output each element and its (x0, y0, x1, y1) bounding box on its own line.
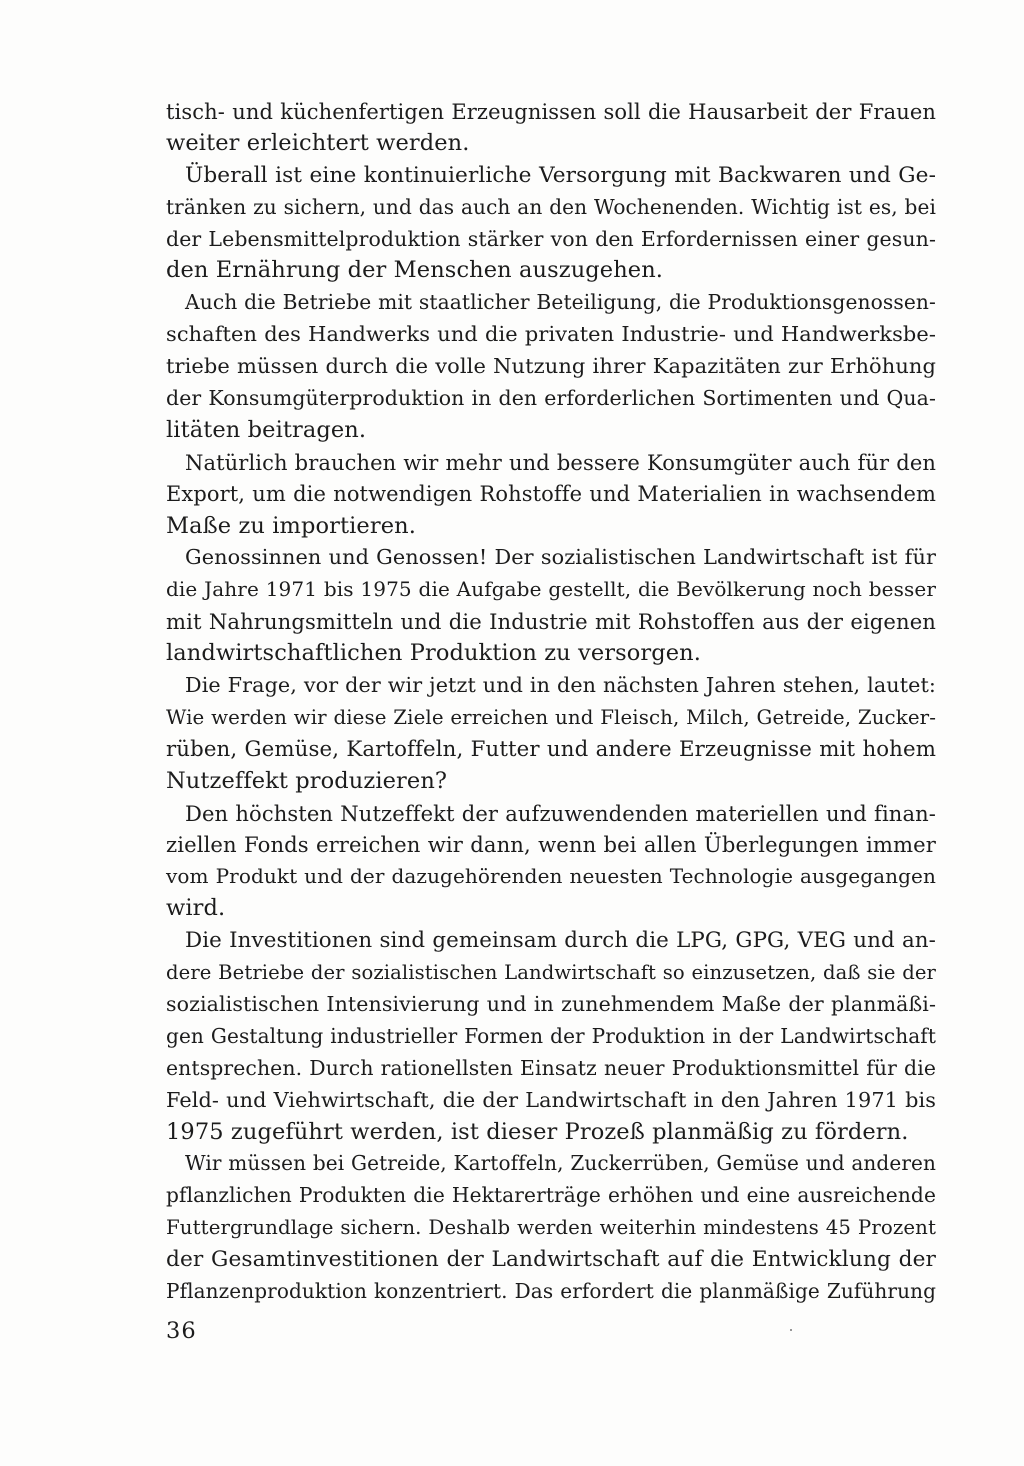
text-line: entsprechen. Durch rationellsten Einsatz neuer Produktionsmittel für die (166, 1055, 936, 1080)
text-line: schaften des Handwerks und die privaten Industrie- und Handwerksbe- (166, 322, 936, 347)
text-line: Auch die Betriebe mit staatlicher Beteiligung, die Produktionsgenossen- (185, 290, 936, 315)
text-line: den Ernährung der Menschen auszugehen. (166, 257, 664, 284)
text-line: Maße zu importieren. (166, 512, 416, 539)
text-line: Natürlich brauchen wir mehr und bessere Konsumgüter auch für den (185, 449, 936, 475)
text-line: tisch- und küchenfertigen Erzeugnissen soll die Hausarbeit der Frauen (166, 99, 936, 124)
text-line: wird. (166, 895, 226, 922)
text-line: tränken zu sichern, und das auch an den Wochenenden. Wichtig ist es, bei (166, 194, 936, 219)
text-line: Wir müssen bei Getreide, Kartoffeln, Zuckerrüben, Gemüse und anderen (185, 1151, 936, 1176)
text-line: dere Betriebe der sozialistischen Landwirtschaft so einzusetzen, daß sie der (166, 961, 936, 985)
text-line: rüben, Gemüse, Kartoffeln, Futter und andere Erzeugnisse mit hohem (166, 736, 936, 762)
text-line: Export, um die notwendigen Rohstoffe und Materialien in wachsendem (166, 481, 936, 506)
text-line: der Konsumgüterproduktion in den erforderlichen Sortimenten und Qua- (166, 386, 936, 411)
body-text (166, 96, 936, 1308)
text-line: der Gesamtinvestitionen der Landwirtschaft auf die Entwicklung der (166, 1247, 936, 1273)
text-line: mit Nahrungsmitteln und die Industrie mit Rohstoffen aus der eigenen (166, 609, 936, 635)
text-line: Überall ist eine kontinuierliche Versorgung mit Backwaren und Ge- (185, 162, 936, 188)
text-line: Wie werden wir diese Ziele erreichen und Fleisch, Milch, Getreide, Zucker- (166, 705, 936, 729)
page-number: 36 (166, 1318, 197, 1344)
text-line: sozialistischen Intensivierung und in zunehmendem Maße der planmäßi- (166, 991, 936, 1016)
text-line: der Lebensmittelproduktion stärker von den Erfordernissen einer gesun- (166, 226, 936, 251)
text-line: Pflanzenproduktion konzentriert. Das erfordert die planmäßige Zuführung (166, 1278, 936, 1303)
text-line: litäten beitragen. (166, 416, 367, 443)
text-line: die Jahre 1971 bis 1975 die Aufgabe gestellt, die Bevölkerung noch besser (166, 577, 936, 602)
text-line: landwirtschaftlichen Produktion zu versorgen. (166, 640, 702, 667)
text-line: vom Produkt und der dazugehörenden neuesten Technologie ausgegangen (166, 864, 936, 889)
text-line: triebe müssen durch die volle Nutzung ihrer Kapazitäten zur Erhöhung (166, 354, 936, 379)
text-line: Den höchsten Nutzeffekt der aufzuwendenden materiellen und finan- (185, 800, 936, 826)
text-line: weiter erleichtert werden. (166, 129, 470, 156)
text-line: pflanzlichen Produkten die Hektarerträge erhöhen und eine ausreichende (166, 1183, 936, 1208)
text-line: Feld- und Viehwirtschaft, die der Landwirtschaft in den Jahren 1971 bis (166, 1087, 936, 1112)
text-line: Die Investitionen sind gemeinsam durch die LPG, GPG, VEG und an- (185, 928, 936, 954)
text-line: Nutzeffekt produzieren? (166, 767, 448, 794)
text-line: 1975 zugeführt werden, ist dieser Prozeß planmäßig zu fördern. (166, 1118, 909, 1145)
print-speck (790, 1329, 792, 1331)
text-line: gen Gestaltung industrieller Formen der Produktion in der Landwirtschaft (166, 1023, 936, 1048)
text-line: Genossinnen und Genossen! Der sozialistischen Landwirtschaft ist für (185, 545, 936, 570)
text-line: ziellen Fonds erreichen wir dann, wenn bei allen Überlegungen immer (166, 832, 936, 858)
text-line: Futtergrundlage sichern. Deshalb werden weiterhin mindestens 45 Prozent (166, 1216, 936, 1240)
text-line: Die Frage, vor der wir jetzt und in den nächsten Jahren stehen, lautet: (185, 673, 936, 698)
